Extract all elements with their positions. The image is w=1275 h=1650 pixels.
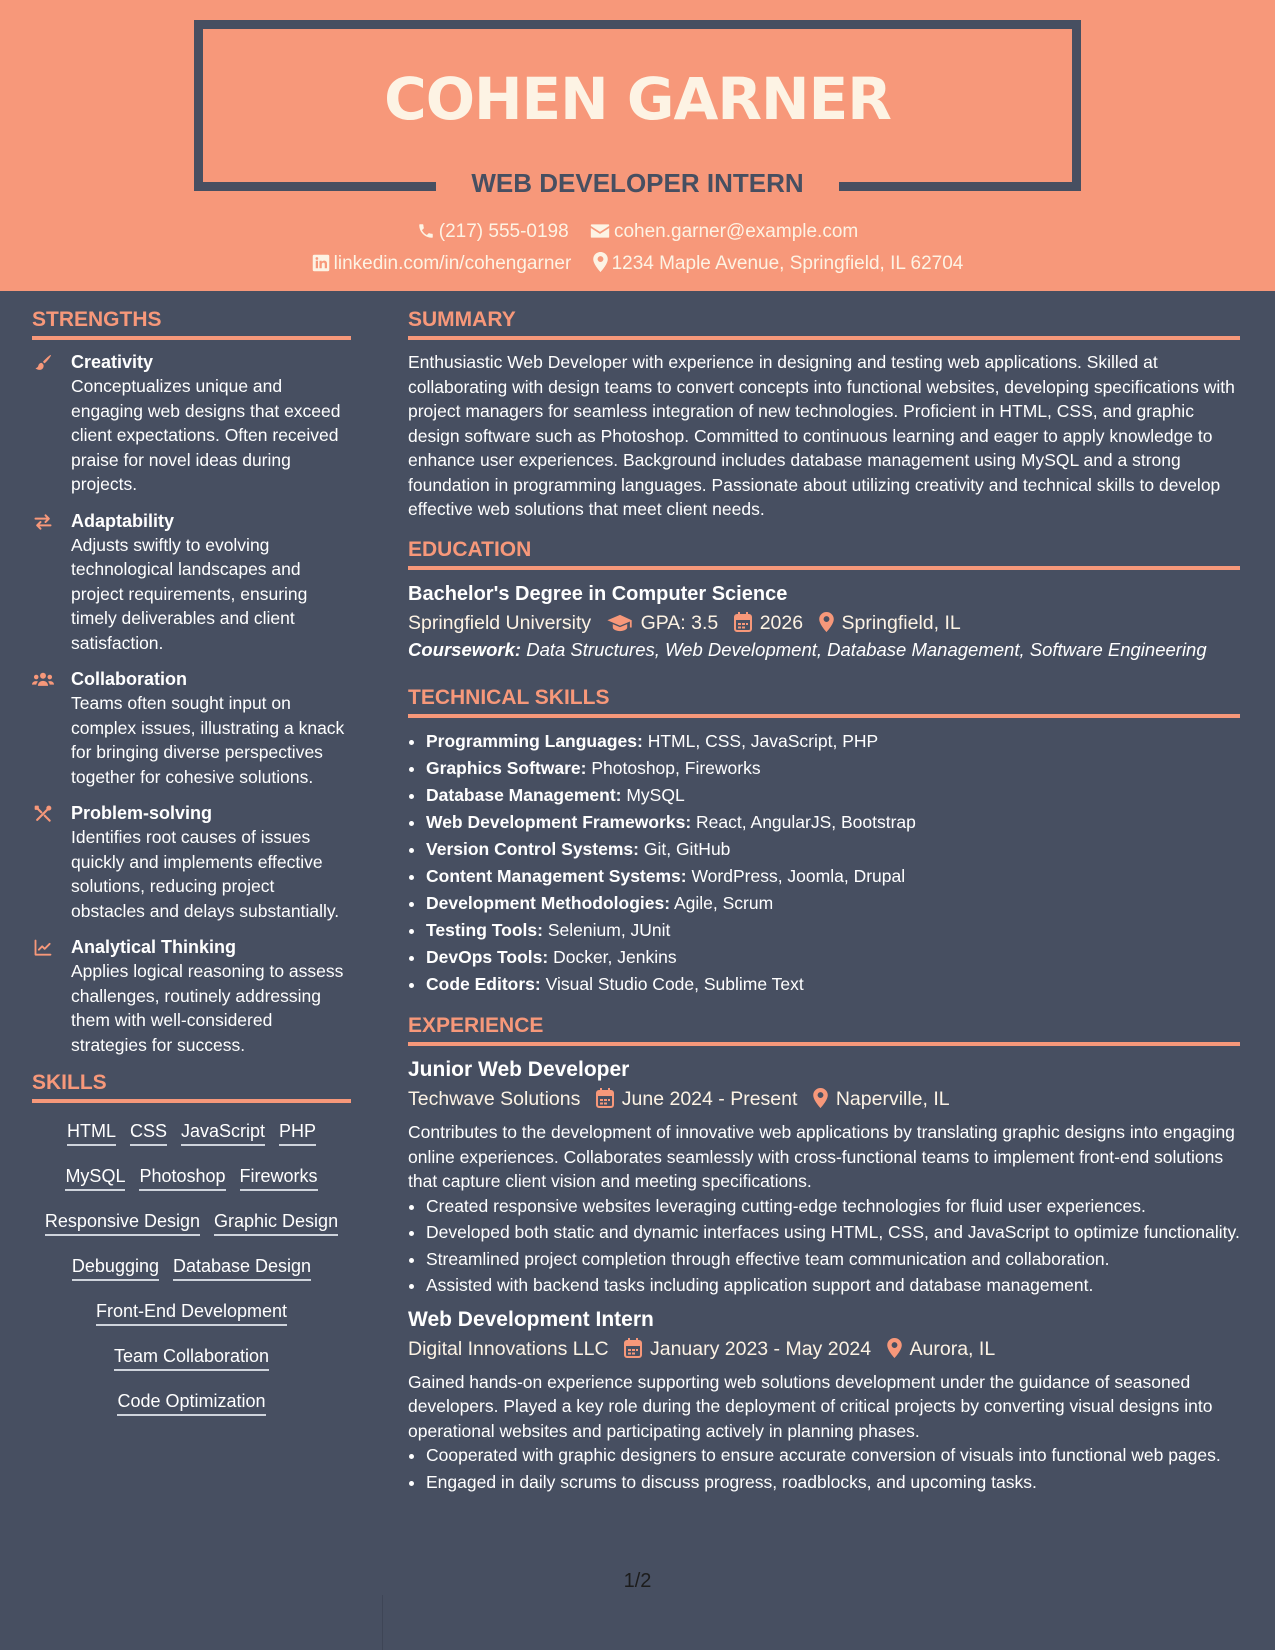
summary-heading: SUMMARY bbox=[408, 306, 1240, 340]
graduation-year: 2026 bbox=[759, 611, 804, 634]
skill-tags bbox=[32, 1113, 351, 1434]
job-location: Aurora, IL bbox=[909, 1337, 996, 1360]
skill-tag: Team Collaboration bbox=[114, 1344, 269, 1371]
skill-tag: Fireworks bbox=[240, 1164, 318, 1191]
left-column bbox=[32, 306, 351, 1434]
strength-description: Conceptualizes unique and engaging web designs that exceed client expectations. Often received praise for novel ideas during projects. bbox=[71, 376, 341, 494]
skill-tag: MySQL bbox=[65, 1164, 125, 1191]
list-item bbox=[426, 836, 1240, 863]
skill-tag: Code Optimization bbox=[117, 1389, 265, 1416]
skill-tag: Graphic Design bbox=[214, 1209, 338, 1236]
skill-row bbox=[32, 1119, 351, 1164]
job-bullets bbox=[408, 1194, 1240, 1298]
list-item: • Assisted with backend tasks including application support and database management. bbox=[426, 1273, 1240, 1298]
skill-tag: Debugging bbox=[72, 1254, 159, 1281]
graduation-cap-icon bbox=[607, 614, 633, 632]
skill-category: Graphics Software: bbox=[426, 758, 587, 778]
skill-values: HTML, CSS, JavaScript, PHP bbox=[647, 731, 879, 751]
job-title: WEB DEVELOPER INTERN bbox=[471, 168, 804, 198]
skill-tag: Database Design bbox=[173, 1254, 311, 1281]
job-meta bbox=[408, 1084, 1240, 1114]
strength-description: Teams often sought input on complex issues, illustrating a knack for bringing diverse perspectives together for cohesive solutions. bbox=[71, 693, 345, 787]
candidate-name: COHEN GARNER bbox=[384, 65, 891, 133]
list-item bbox=[426, 782, 1240, 809]
list-item: • Developed both static and dynamic interfaces using HTML, CSS, and JavaScript to optimize functionality. bbox=[426, 1220, 1240, 1245]
skill-row bbox=[32, 1299, 351, 1344]
map-marker-icon bbox=[813, 1088, 828, 1108]
skill-values: Git, GitHub bbox=[643, 839, 731, 859]
skill-tag: JavaScript bbox=[181, 1119, 265, 1146]
linkedin-icon bbox=[312, 254, 330, 272]
skill-category: Testing Tools: bbox=[426, 920, 543, 940]
skill-category: Development Methodologies: bbox=[426, 893, 671, 913]
skill-values: Agile, Scrum bbox=[673, 893, 774, 913]
coursework-list: Data Structures, Web Development, Database Management, Software Engineering bbox=[526, 638, 1207, 660]
phone-contact[interactable] bbox=[417, 221, 574, 242]
skill-category: DevOps Tools: bbox=[426, 947, 549, 967]
skill-category: Version Control Systems: bbox=[426, 839, 639, 859]
job-meta bbox=[408, 1334, 1240, 1364]
company-name: Digital Innovations LLC bbox=[408, 1337, 609, 1360]
skill-values: Photoshop, Fireworks bbox=[591, 758, 761, 778]
strengths-heading: STRENGTHS bbox=[32, 306, 351, 340]
list-item bbox=[426, 863, 1240, 890]
strength-item bbox=[32, 667, 351, 789]
list-item bbox=[426, 971, 1240, 998]
strength-item bbox=[32, 935, 351, 1057]
page-number: 1/2 bbox=[623, 1570, 652, 1592]
skill-row bbox=[32, 1344, 351, 1389]
list-item bbox=[426, 944, 1240, 971]
phone-text: (217) 555-0198 bbox=[438, 221, 569, 242]
calendar-icon bbox=[624, 1338, 642, 1358]
job-description: Contributes to the development of innovative web applications by translating graphic designs into engaging online experiences. Collaborates seamlessly with cross-functional teams to implement front-end solutions that capture client vision and meeting specifications. bbox=[408, 1122, 1235, 1191]
company-name: Techwave Solutions bbox=[408, 1088, 581, 1110]
paintbrush-icon bbox=[32, 353, 54, 373]
list-item bbox=[426, 728, 1240, 755]
skill-category: Web Development Frameworks: bbox=[426, 812, 692, 832]
education-meta bbox=[408, 608, 1240, 638]
strength-title: Collaboration bbox=[71, 669, 187, 689]
experience-entry bbox=[408, 1056, 1240, 1298]
frame-divider-left bbox=[194, 182, 436, 191]
list-item: • Cooperated with graphic designers to ensure accurate conversion of visuals into functional web pages. bbox=[426, 1443, 1240, 1468]
skills-heading: SKILLS bbox=[32, 1069, 351, 1103]
address-text: 1234 Maple Avenue, Springfield, IL 62704 bbox=[611, 253, 964, 274]
experience-entry bbox=[408, 1306, 1240, 1495]
frame-divider-right bbox=[839, 182, 1081, 191]
strength-description: Identifies root causes of issues quickly and implements effective solutions, reducing project obstacles and delays substantially. bbox=[71, 827, 340, 921]
job-description: Gained hands-on experience supporting web solutions development under the guidance of seasoned developers. Played a key role during the deployment of critical projects by converting visual designs into operational websites and participating actively in planning phases. bbox=[408, 1371, 1213, 1441]
skill-values: WordPress, Joomla, Drupal bbox=[691, 866, 906, 886]
job-role: Junior Web Developer bbox=[408, 1058, 630, 1081]
strength-description: Applies logical reasoning to assess challenges, routinely addressing them with well-considered strategies for success. bbox=[71, 961, 344, 1055]
summary-text: Enthusiastic Web Developer with experience in designing and testing web applications. Skilled at collaborating with design teams to convert concepts into functional websites, developing specifications with project managers for seamless integration of new technologies. Proficient in HTML, CSS, and graphic design software such as Photoshop. Committed to continuous learning and eager to apply knowledge to enhance user experiences. Background includes database management using MySQL and a strong foundation in programming languages. Passionate about utilizing creativity and technical skills to develop effective web solutions that meet client needs. bbox=[408, 352, 1235, 519]
list-item bbox=[426, 890, 1240, 917]
email-text: cohen.garner@example.com bbox=[613, 221, 859, 242]
job-bullets bbox=[408, 1443, 1240, 1494]
list-item: • Created responsive websites leveraging cutting-edge technologies for fluid user experiences. bbox=[426, 1194, 1240, 1219]
address-contact bbox=[593, 253, 964, 274]
skill-category: Code Editors: bbox=[426, 974, 541, 994]
strength-title: Problem-solving bbox=[71, 803, 213, 823]
strength-item bbox=[32, 509, 351, 656]
contact-row-1 bbox=[0, 219, 1275, 245]
skill-tag: HTML bbox=[67, 1119, 116, 1146]
phone-icon bbox=[417, 222, 435, 240]
column-divider bbox=[382, 1595, 383, 1650]
linkedin-contact[interactable] bbox=[312, 253, 577, 274]
map-marker-icon bbox=[819, 612, 834, 632]
degree-title: Bachelor's Degree in Computer Science bbox=[408, 582, 788, 605]
skill-values: MySQL bbox=[626, 785, 685, 805]
skill-tag: Front-End Development bbox=[96, 1299, 287, 1326]
map-marker-icon bbox=[593, 252, 608, 272]
skill-values: React, AngularJS, Bootstrap bbox=[696, 812, 916, 832]
school-location: Springfield, IL bbox=[841, 611, 961, 634]
gpa-text: GPA: 3.5 bbox=[640, 611, 719, 634]
skill-values: Docker, Jenkins bbox=[553, 947, 677, 967]
linkedin-text: linkedin.com/in/cohengarner bbox=[333, 253, 572, 274]
skill-values: Visual Studio Code, Sublime Text bbox=[545, 974, 804, 994]
job-dates: January 2023 - May 2024 bbox=[649, 1337, 872, 1360]
school-name: Springfield University bbox=[408, 611, 592, 634]
skill-category: Content Management Systems: bbox=[426, 866, 687, 886]
list-item bbox=[426, 917, 1240, 944]
strength-description: Adjusts swiftly to evolving technological landscapes and project requirements, ensuring timely deliverables and client satisfaction. bbox=[71, 534, 308, 653]
strength-title: Creativity bbox=[71, 352, 154, 372]
email-contact[interactable] bbox=[590, 221, 858, 242]
education-heading: EDUCATION bbox=[408, 536, 1240, 570]
users-icon bbox=[32, 670, 54, 690]
skill-row bbox=[32, 1209, 351, 1254]
map-marker-icon bbox=[887, 1338, 902, 1358]
right-column bbox=[408, 306, 1240, 1496]
contact-row-2 bbox=[0, 251, 1275, 277]
skill-category: Programming Languages: bbox=[426, 731, 643, 751]
coursework-label: Coursework: bbox=[408, 638, 522, 660]
list-item bbox=[426, 755, 1240, 782]
calendar-icon bbox=[734, 612, 752, 632]
skill-row bbox=[32, 1254, 351, 1299]
skill-values: Selenium, JUnit bbox=[547, 920, 671, 940]
skill-tag: Photoshop bbox=[139, 1164, 225, 1191]
list-item: • Streamlined project completion through effective team communication and collaboration. bbox=[426, 1247, 1240, 1272]
technical-skills-list bbox=[408, 728, 1240, 998]
strength-item bbox=[32, 801, 351, 923]
envelope-icon bbox=[590, 222, 610, 240]
skill-category: Database Management: bbox=[426, 785, 622, 805]
job-dates: June 2024 - Present bbox=[621, 1088, 798, 1110]
skill-tag: CSS bbox=[130, 1119, 167, 1146]
swap-arrows-icon bbox=[32, 512, 54, 532]
list-item: • Engaged in daily scrums to discuss progress, roadblocks, and upcoming tasks. bbox=[426, 1470, 1240, 1495]
technical-skills-heading: TECHNICAL SKILLS bbox=[408, 684, 1240, 718]
list-item bbox=[426, 809, 1240, 836]
calendar-icon bbox=[596, 1088, 614, 1108]
skill-row bbox=[32, 1164, 351, 1209]
chart-line-icon bbox=[32, 938, 54, 958]
strength-title: Adaptability bbox=[71, 510, 175, 531]
strength-item bbox=[32, 350, 351, 497]
job-role: Web Development Intern bbox=[408, 1307, 654, 1331]
experience-heading: EXPERIENCE bbox=[408, 1012, 1240, 1046]
tools-icon bbox=[32, 804, 54, 824]
resume-header bbox=[0, 0, 1275, 291]
coursework bbox=[408, 638, 1240, 663]
strength-title: Analytical Thinking bbox=[71, 937, 237, 957]
job-location: Naperville, IL bbox=[835, 1088, 950, 1110]
skill-tag: PHP bbox=[279, 1119, 316, 1146]
skill-row bbox=[32, 1389, 351, 1434]
skill-tag: Responsive Design bbox=[45, 1209, 200, 1236]
